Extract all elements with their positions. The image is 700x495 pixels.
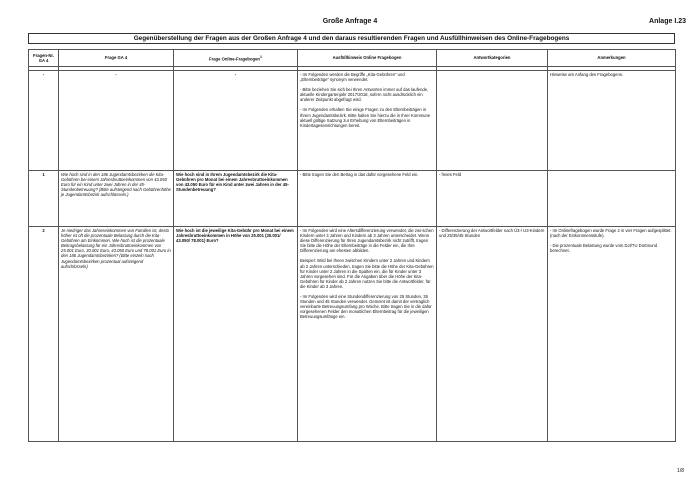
remarks — [548, 171, 676, 227]
ga4-question: - — [59, 71, 174, 171]
col-header-answers: Antwortkategorien — [437, 50, 548, 67]
ga4-question: Wie hoch sind in den 186 Jugendamtsbezirken die Kita-Gebühren bei einem Jahresbruttoeinkommen von 43.050 Euro für ein Kind unter zwei Jahren in der 45- Stundenbetreuung? (Bitte aufsteigend nach Gebührenhöhe je Jugendamtsbezirk aufschlüsseln.) — [59, 171, 174, 227]
col-header-online: Frage Online-Fragebogen$^1$ — [174, 50, 298, 67]
col-header-notes: Anmerkungen — [548, 50, 676, 67]
col-header-nr: Fragen-Nr. GA 4 — [29, 50, 59, 67]
col-header-ga4: Frage GA 4 — [59, 50, 174, 67]
subtitle-box: Gegenüberstellung der Fragen aus der Großen Anfrage 4 und den daraus resultierenden Fragen und Ausfüllhinweisen des Online-Fragebogens — [28, 33, 675, 44]
online-question: - — [174, 71, 298, 171]
fill-hint: - Im Folgenden wird eine Altersdifferenzierung verwendet, die zwi-schen Kindern unter 3 Jahren und Kindern ab 3 Jahren unterscheidet. Wenn diese Differenzierung für Ihren Jugendamtsbezirk nicht zutrifft, tragen Sie bitte die Höhe der Elternbeiträge in die Felder ein, die Ihre Differenzierung am ehesten abbilden. Beispiel: Wird bei Ihnen zwischen Kindern unter 2 Jahren und Kindern ab 2 Jahren unterschieden, tragen Sie bitte die Höhe der Kita-Gebühren für Kinder unter 2 Jahren in die Spalten ein, die für Kinder unter 3 Jahren vorgesehen sind. Für die Angaben über die Höhe der Kita-Gebühren für Kinder ab 2 Jahren nutzen Sie bitte die Antwortfelder, für die Kinder ab 3 Jahren. - Im Folgenden wird eine Stundendifferenzierung von 25 Stunden, 35 Stunden und 45 Stunden verwendet. Gemeint ist damit der vertraglich vereinbarte Betreuungsumfang pro Woche. Bitte tragen Sie in die dafür vorgesehenen Felder den monatlichen Elternbeitrag für die jeweiligen Betreuungsumfänge ein. — [298, 227, 437, 442]
row-number: - — [29, 71, 59, 171]
table-row — [29, 71, 676, 171]
ga4-question: Je niedriger das Jahreseinkommen von Familien ist, desto höher ist oft die prozentuale Belastung durch die Kita-Gebühren am Einkommen. Wie hoch ist die prozentuale Beitragsbelastung für ein Jahresbruttoeinkommen von 25.001 Euro, 30.001 Euro, 43.050 Euro und 78.001 Euro in den 186 Jugendamtsbezirken? (Bitte einzeln nach Jugendamtsbezirken prozentual aufsteigend aufschlüsseln) — [59, 227, 174, 442]
col-header-hint: Ausfüllhinweis Online Fragebogen — [298, 50, 437, 67]
table-row — [29, 171, 676, 227]
answer-categories — [437, 71, 548, 171]
answer-categories: - Differenzierung der Antwortfelder nach Ü3-/ U3-Kindern und 25/35/45 Stunden — [437, 227, 548, 442]
online-question: Wie hoch ist die jeweilige Kita-Gebühr pro Monat bei einem Jahresbruttoeinkommen in Höhe von 25.001 (30.001/ 43.050/ 78.001) Euro? — [174, 227, 298, 442]
table-header-row — [29, 50, 676, 67]
fill-hint: - Im Folgenden werden die Begriffe „Kita-Gebühren“ und „Elternbeiträge“ synonym verwendet. - Bitte beziehen Sie sich bei Ihren Antworten immer auf das laufende, aktuelle Kindergartenjahr 2017/2018, sofern nicht ausdrücklich ein anderer Zeitpunkt abgefragt wird. - Im Folgenden erhalten Sie einige Fragen zu den Elternbeiträgen in Ihrem Jugendamtsbezirk. Bitte halten Sie hierzu die in Ihrer Kommune aktuell gültige Satzung zur Erhebung von Elternbeiträgen in Kindertageseinrichtungen bereit. — [298, 71, 437, 171]
comparison-table — [28, 49, 676, 442]
row-number: 2 — [29, 227, 59, 442]
remarks: Hinweise am Anfang des Fragebogens. — [548, 71, 676, 171]
remarks: - Im Onlinefragebogen wurde Frage 2 in vier Fragen aufgesplittet. (nach der Einkommensstufe). - Die prozentuale Belastung wurde vom DJI/TU Dortmund berechnet. — [548, 227, 676, 442]
table-row — [29, 227, 676, 442]
footnote-mark: 1 — [260, 54, 262, 59]
page-title: Große Anfrage 4 — [322, 18, 378, 25]
fill-hint: - Bitte tragen Sie den Betrag in das dafür vorgesehene Feld ein. — [298, 171, 437, 227]
row-number: 1 — [29, 171, 59, 227]
answer-categories: - freies Feld — [437, 171, 548, 227]
page-number: 1/8 — [677, 468, 684, 474]
online-question: Wie hoch sind in Ihrem Jugendamtsbezirk die Kita-Gebühren pro Monat bei einem Jahresbruttoeinkommen von 43.050 Euro für ein Kind unter zwei Jahren in der 45-Stundenbetreuung? — [174, 171, 298, 227]
annex-label: Anlage I.23 — [649, 18, 686, 25]
